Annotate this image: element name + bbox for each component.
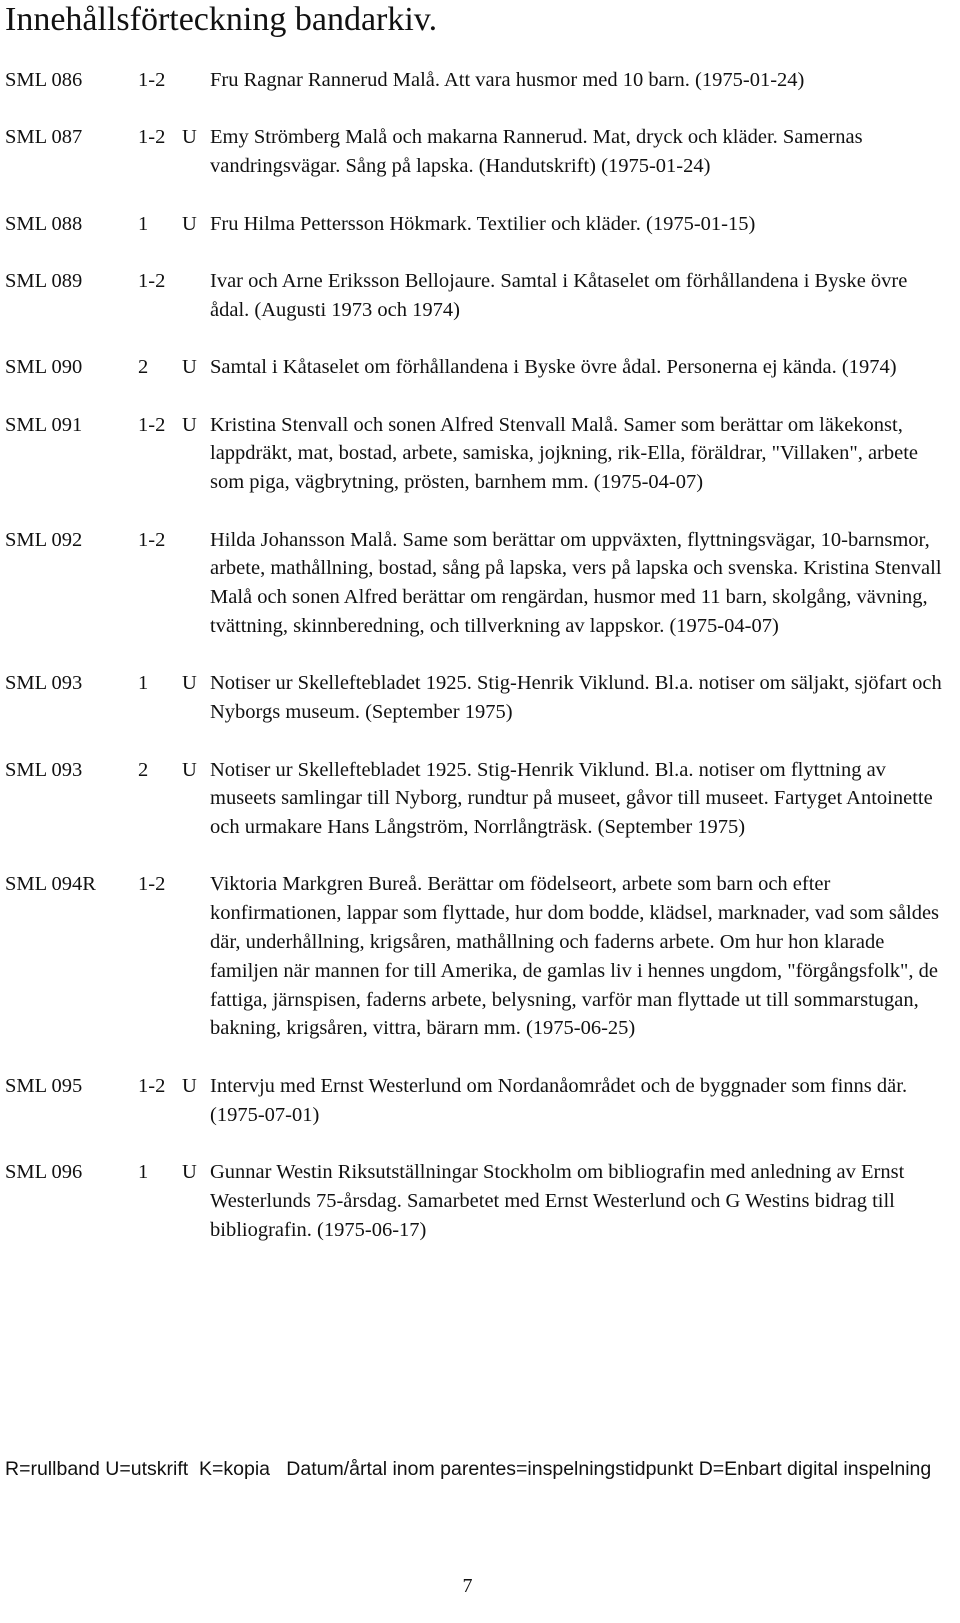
archive-entry bbox=[5, 123, 950, 181]
entry-code: SML 092 bbox=[5, 528, 83, 551]
entry-tape: 1-2 bbox=[138, 1074, 166, 1097]
entry-flag bbox=[182, 66, 210, 95]
entry-code: SML 089 bbox=[5, 269, 83, 292]
page-number: 7 bbox=[462, 1575, 473, 1597]
entry-description: Fru Hilma Pettersson Hökmark. Textilier och kläder. (1975-01-15) bbox=[210, 212, 756, 235]
entry-flag: U bbox=[182, 758, 197, 781]
entry-code: SML 086 bbox=[5, 69, 83, 91]
archive-entry bbox=[5, 870, 950, 1043]
entry-description: Viktoria Markgren Bureå. Berättar om födelseort, arbete som barn och efter konfirmationen, lappar som flyttade, hur dom bodde, klädsel, marknader, vad som såldes där, underhållning, krigsåren, mathållning och faderns arbete. Om hur hon klarade familjen när mannen for till Amerika, de gamlas liv i hennes ungdom, "förgångsfolk", de fattiga, järnspisen, faderns arbete, belysning, varför man flyttade ut till sommarstugan, bakning, krigsåren, vittra, bärarn mm. (1975-06-25) bbox=[210, 873, 940, 1040]
entry-description: Notiser ur Skelleftebladet 1925. Stig-Henrik Viklund. Bl.a. notiser om flyttning av museets samlingar till Nyborg, rundtur på museet, gåvor till museet. Fartyget Antoinette och urmakare Hans Långström, Norrlångträsk. (September 1975) bbox=[210, 758, 933, 839]
entry-flag bbox=[182, 526, 210, 641]
entry-code: SML 094R bbox=[5, 873, 96, 896]
entry-tape: 1-2 bbox=[138, 269, 166, 292]
entry-code: SML 096 bbox=[5, 1161, 83, 1184]
archive-entry bbox=[5, 353, 950, 382]
entry-flag: U bbox=[182, 212, 197, 235]
entry-description: Fru Ragnar Rannerud Malå. Att vara husmor med 10 barn. (1975-01-24) bbox=[210, 69, 805, 91]
entry-tape: 1-2 bbox=[138, 413, 166, 436]
entry-code: SML 088 bbox=[5, 212, 83, 235]
entry-tape: 2 bbox=[138, 758, 149, 781]
entry-description: Ivar och Arne Eriksson Bellojaure. Samtal i Kåtaselet om förhållandena i Byske övre ådal. (Augusti 1973 och 1974) bbox=[210, 269, 908, 321]
entry-description: Emy Strömberg Malå och makarna Rannerud. Mat, dryck och kläder. Samernas vandringsvägar. Sång på lapska. (Handutskrift) (1975-01-24) bbox=[210, 126, 863, 178]
archive-entry bbox=[5, 1158, 950, 1244]
entry-code: SML 090 bbox=[5, 356, 83, 379]
entry-code: SML 093 bbox=[5, 672, 83, 695]
archive-entry bbox=[5, 66, 950, 95]
entry-tape: 1 bbox=[138, 1161, 149, 1184]
entry-description: Hilda Johansson Malå. Same som berättar om uppväxten, flyttningsvägar, 10-barnsmor, arbete, mathållning, bostad, sång på lapska, vers på lapska och svenska. Kristina Stenvall Malå och sonen Alfred berättar om rengärdan, husmor med 11 barn, skolgång, vävning, tvättning, skinnberedning, och tillverkning av lappskor. (1975-04-07) bbox=[210, 528, 942, 637]
entry-tape: 1-2 bbox=[138, 126, 166, 149]
entry-flag: U bbox=[182, 1074, 197, 1097]
entry-tape: 1 bbox=[138, 212, 149, 235]
entry-description: Intervju med Ernst Westerlund om Nordanåområdet och de byggnader som finns där. (1975-07-01) bbox=[210, 1074, 908, 1126]
entry-description: Notiser ur Skelleftebladet 1925. Stig-Henrik Viklund. Bl.a. notiser om säljakt, sjöfart och Nyborgs museum. (September 1975) bbox=[210, 672, 942, 724]
entry-tape: 2 bbox=[138, 356, 149, 379]
archive-entry bbox=[5, 210, 950, 239]
archive-entry bbox=[5, 526, 950, 641]
entry-code: SML 095 bbox=[5, 1074, 83, 1097]
entry-tape: 1-2 bbox=[138, 873, 166, 896]
entry-flag bbox=[182, 267, 210, 325]
entry-code: SML 087 bbox=[5, 126, 83, 149]
legend-footer: R=rullband U=utskrift K=kopia Datum/årtal inom parentes=inspelningstidpunkt D=Enbart digital inspelning bbox=[5, 1458, 932, 1480]
entry-flag: U bbox=[182, 672, 197, 695]
entry-tape: 1-2 bbox=[138, 528, 166, 551]
archive-entry-list bbox=[5, 66, 950, 1273]
entry-flag: U bbox=[182, 413, 197, 436]
entry-flag: U bbox=[182, 356, 197, 379]
entry-tape: 1-2 bbox=[138, 69, 166, 91]
archive-entry bbox=[5, 669, 950, 727]
entry-tape: 1 bbox=[138, 672, 149, 695]
archive-entry bbox=[5, 1072, 950, 1130]
archive-entry bbox=[5, 267, 950, 325]
entry-flag bbox=[182, 870, 210, 1043]
archive-entry bbox=[5, 411, 950, 497]
entry-code: SML 091 bbox=[5, 413, 83, 436]
entry-description: Samtal i Kåtaselet om förhållandena i Byske övre ådal. Personerna ej kända. (1974) bbox=[210, 356, 897, 379]
entry-flag: U bbox=[182, 1161, 197, 1184]
page-title: Innehållsförteckning bandarkiv. bbox=[5, 1, 438, 38]
entry-description: Gunnar Westin Riksutställningar Stockholm om bibliografin med anledning av Ernst Westerlunds 75-årsdag. Samarbetet med Ernst Westerlund och G Westins bidrag till bibliografin. (1975-06-17) bbox=[210, 1161, 905, 1241]
entry-code: SML 093 bbox=[5, 758, 83, 781]
entry-flag: U bbox=[182, 126, 197, 149]
entry-description: Kristina Stenvall och sonen Alfred Stenvall Malå. Samer som berättar om läkekonst, lappdräkt, mat, bostad, arbete, samiska, jojkning, rik-Ella, föräldrar, "Villaken", arbete som piga, vägbrytning, prösten, barnhem mm. (1975-04-07) bbox=[210, 413, 919, 494]
archive-entry bbox=[5, 756, 950, 842]
